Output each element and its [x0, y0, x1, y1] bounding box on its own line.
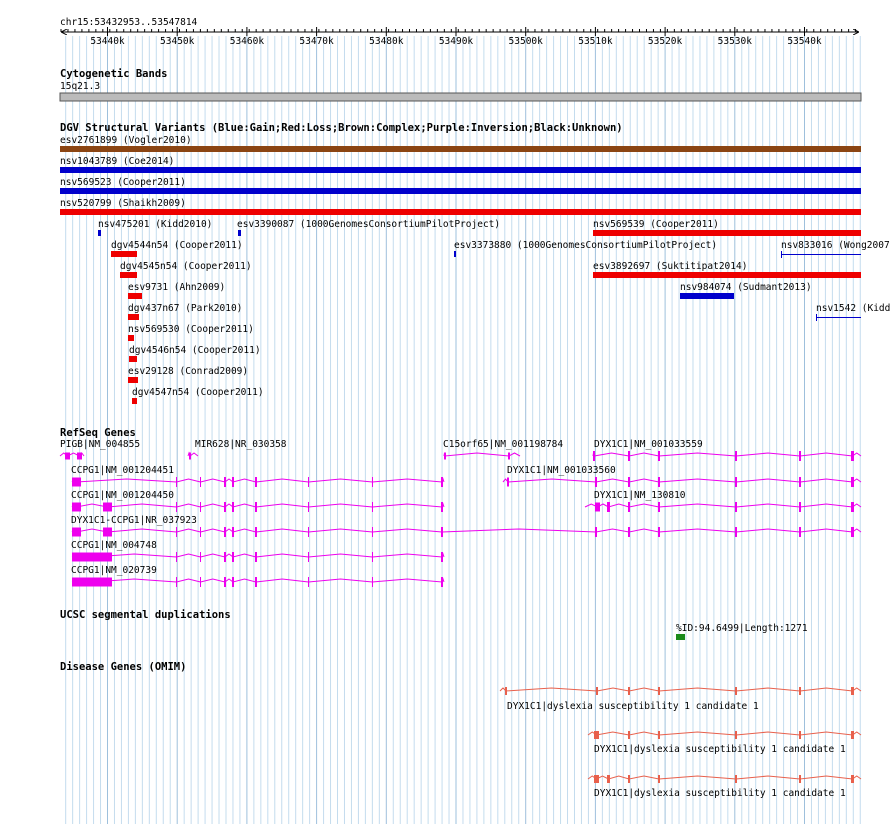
gene-exon — [628, 451, 630, 461]
dgv-feature-label: esv9731 (Ahn2009) — [128, 282, 226, 293]
gene-exon — [103, 503, 112, 512]
gene-exon — [799, 451, 801, 461]
dgv-feature-bar[interactable] — [781, 254, 861, 255]
gene-intron — [72, 579, 444, 582]
refseq-gene[interactable] — [585, 490, 861, 512]
gene-exon — [658, 502, 660, 512]
gene-exon — [200, 577, 201, 587]
dgv-feature-bar[interactable] — [593, 272, 861, 278]
gene-exon — [65, 453, 70, 460]
dgv-feature-bar[interactable] — [128, 335, 134, 341]
dgv-feature-bar[interactable] — [454, 251, 456, 257]
dgv-feature-label: esv3390087 (1000GenomesConsortiumPilotProject) — [237, 219, 501, 230]
gene-exon — [658, 687, 660, 695]
gene-exon — [799, 527, 801, 537]
dgv-feature[interactable] — [593, 219, 861, 236]
gene-exon — [372, 527, 373, 537]
gene-exon — [851, 477, 854, 487]
refseq-gene[interactable] — [71, 490, 444, 512]
gene-exon — [72, 503, 81, 512]
omim-feature-label: DYX1C1|dyslexia susceptibility 1 candidate 1 — [507, 701, 759, 712]
gene-exon — [224, 527, 226, 537]
gene-exon — [72, 578, 112, 587]
gene-exon — [232, 527, 234, 537]
segdup-label: %ID:94.6499|Length:1271 — [676, 623, 808, 634]
gene-exon — [851, 451, 854, 461]
dgv-feature[interactable] — [129, 345, 261, 362]
gene-exon — [176, 552, 177, 562]
refseq-gene-label: C15orf65|NM_001198784 — [443, 439, 564, 450]
refseq-gene[interactable] — [188, 439, 287, 460]
gene-exon — [607, 502, 610, 512]
gene-exon — [799, 775, 801, 783]
gene-exon — [224, 477, 226, 487]
refseq-gene-label: PIGB|NM_004855 — [60, 439, 141, 450]
omim-title: Disease Genes (OMIM) — [60, 661, 187, 673]
cytoband-bar[interactable] — [60, 93, 861, 101]
refseq-gene[interactable] — [593, 439, 861, 461]
gene-intron — [72, 504, 444, 507]
gene-exon — [308, 577, 309, 587]
dgv-feature-bar[interactable] — [816, 317, 861, 318]
gene-exon — [595, 527, 597, 537]
gene-exon — [224, 552, 226, 562]
dgv-feature-label: nsv984074 (Sudmant2013) — [680, 282, 812, 293]
gene-intron — [72, 529, 861, 532]
gene-exon — [372, 552, 373, 562]
gene-exon — [255, 477, 257, 487]
gene-exon — [441, 502, 443, 512]
gene-intron — [72, 554, 444, 557]
gene-intron — [72, 479, 444, 482]
dgv-feature-label: nsv833016 (Wong2007 — [781, 240, 890, 251]
dgv-feature-label: nsv569530 (Cooper2011) — [128, 324, 254, 335]
gene-exon — [594, 775, 599, 783]
dgv-feature-label: esv2761899 (Vogler2010) — [60, 135, 192, 146]
gene-exon — [232, 477, 234, 487]
gene-exon — [851, 687, 854, 695]
tick-label: 53520k — [647, 36, 683, 47]
segdup-feature[interactable] — [676, 634, 685, 640]
dgv-feature-label: dgv4545n54 (Cooper2011) — [120, 261, 252, 272]
gene-exon — [372, 477, 373, 487]
gene-exon — [103, 528, 112, 537]
gene-exon — [508, 453, 510, 460]
dgv-feature-label: dgv4544n54 (Cooper2011) — [111, 240, 243, 251]
tick-label: 53440k — [90, 36, 125, 47]
dgv-feature-label: nsv1043789 (Coe2014) — [60, 156, 175, 167]
gene-exon — [176, 477, 177, 487]
gene-exon — [658, 527, 660, 537]
refseq-gene-label: DYX1C1|NM_001033560 — [507, 465, 616, 476]
gene-exon — [200, 527, 201, 537]
gene-exon — [176, 527, 177, 537]
dgv-feature[interactable] — [60, 135, 861, 152]
gene-exon — [799, 502, 801, 512]
gene-exon — [232, 577, 234, 587]
gene-exon — [72, 528, 81, 537]
dgv-feature-bar[interactable] — [593, 230, 861, 236]
refseq-gene-label: CCPG1|NM_001204451 — [71, 465, 174, 476]
dgv-feature-bar[interactable] — [60, 209, 861, 215]
gene-exon — [372, 577, 373, 587]
gene-exon — [507, 478, 509, 487]
gene-exon — [735, 687, 737, 695]
refseq-track — [60, 427, 861, 587]
gene-exon — [658, 775, 660, 783]
dgv-feature[interactable] — [454, 240, 717, 257]
dgv-feature-bar[interactable] — [128, 293, 142, 299]
cytoband-label: 15q21.3 — [60, 81, 101, 92]
dgv-feature[interactable] — [237, 219, 500, 236]
dgv-feature-end — [816, 314, 817, 321]
tick-label: 53490k — [438, 36, 474, 47]
dgv-feature[interactable] — [60, 177, 861, 194]
dgv-feature-label: nsv569523 (Cooper2011) — [60, 177, 186, 188]
gene-exon — [72, 478, 81, 487]
dgv-feature[interactable] — [128, 303, 242, 320]
gene-exon — [77, 453, 82, 460]
dgv-feature-bar[interactable] — [98, 230, 101, 236]
tick-label: 53450k — [160, 36, 195, 47]
gene-exon — [232, 552, 234, 562]
gene-exon — [851, 775, 854, 783]
tick-label: 53530k — [717, 36, 752, 47]
dgv-feature[interactable] — [593, 261, 861, 278]
refseq-genes — [60, 439, 861, 587]
refseq-gene-label: MIR628|NR_030358 — [195, 439, 287, 450]
ruler-track — [60, 17, 859, 47]
gene-exon — [505, 687, 507, 695]
dgv-feature-label: nsv1542 (Kidd — [816, 303, 890, 314]
gene-exon — [176, 577, 177, 587]
segdup-track — [60, 609, 808, 640]
dgv-feature-label: nsv475201 (Kidd2010) — [98, 219, 213, 230]
tick-label: 53480k — [369, 36, 404, 47]
gene-exon — [851, 731, 854, 739]
refseq-gene[interactable] — [503, 465, 861, 487]
gene-exon — [735, 731, 737, 739]
segdup-title: UCSC segmental duplications — [60, 609, 231, 621]
gene-exon — [255, 552, 257, 562]
gene-exon — [851, 527, 854, 537]
omim-feature[interactable] — [588, 775, 861, 799]
omim-feature-label: DYX1C1|dyslexia susceptibility 1 candidate 1 — [594, 788, 846, 799]
gene-exon — [308, 527, 309, 537]
dgv-feature-bar[interactable] — [60, 188, 861, 194]
dgv-feature[interactable] — [120, 261, 252, 278]
tick-label: 53470k — [299, 36, 334, 47]
gene-exon — [628, 527, 630, 537]
refseq-gene[interactable] — [71, 540, 444, 562]
gene-exon — [735, 477, 737, 487]
refseq-gene-label: CCPG1|NM_004748 — [71, 540, 157, 551]
gene-exon — [593, 451, 595, 461]
gene-exon — [441, 552, 443, 562]
gene-exon — [255, 527, 257, 537]
dgv-feature-bar[interactable] — [680, 293, 734, 299]
gene-exon — [735, 451, 737, 461]
refseq-gene-label: DYX1C1|NM_001033559 — [594, 439, 703, 450]
gene-exon — [224, 502, 226, 512]
dgv-feature-label: dgv437n67 (Park2010) — [128, 303, 243, 314]
gene-exon — [596, 687, 598, 695]
gene-exon — [441, 527, 443, 537]
gene-exon — [628, 731, 630, 739]
dgv-feature[interactable] — [60, 198, 861, 215]
gene-exon — [799, 477, 801, 487]
refseq-title: RefSeq Genes — [60, 427, 136, 439]
gene-exon — [628, 687, 630, 695]
dgv-feature-bar[interactable] — [128, 314, 139, 320]
gene-exon — [658, 731, 660, 739]
cytoband-title: Cytogenetic Bands — [60, 68, 168, 80]
gene-exon — [232, 502, 234, 512]
gene-exon — [372, 502, 373, 512]
refseq-gene-label: DYX1C1-CCPG1|NR_037923 — [71, 515, 197, 526]
gene-intron — [585, 504, 861, 507]
gene-exon — [658, 477, 660, 487]
dgv-feature-bar[interactable] — [129, 356, 137, 362]
gene-exon — [851, 502, 854, 512]
gene-exon — [200, 502, 201, 512]
omim-features — [500, 687, 861, 799]
gene-exon — [308, 552, 309, 562]
gene-exon — [441, 477, 443, 487]
refseq-gene-label: CCPG1|NM_020739 — [71, 565, 157, 576]
dgv-feature-bar[interactable] — [132, 398, 137, 404]
gene-intron — [503, 479, 861, 482]
gene-exon — [441, 577, 443, 587]
gene-exon — [308, 502, 309, 512]
gene-exon — [255, 577, 257, 587]
gene-exon — [607, 775, 610, 783]
gene-exon — [735, 527, 737, 537]
dgv-feature-bar[interactable] — [60, 167, 861, 173]
dgv-feature-bar[interactable] — [60, 146, 861, 152]
gene-exon — [735, 775, 737, 783]
omim-feature-label: DYX1C1|dyslexia susceptibility 1 candidate 1 — [594, 744, 846, 755]
gene-exon — [628, 502, 630, 512]
tick-label: 53500k — [508, 36, 543, 47]
gene-exon — [176, 502, 177, 512]
dgv-feature-bar[interactable] — [111, 251, 137, 257]
dgv-title: DGV Structural Variants (Blue:Gain;Red:Loss;Brown:Complex;Purple:Inversion;Black:Unknown) — [60, 122, 623, 134]
gene-exon — [628, 477, 630, 487]
dgv-feature[interactable] — [128, 366, 248, 383]
dgv-feature-label: esv3373880 (1000GenomesConsortiumPilotProject) — [454, 240, 718, 251]
gene-exon — [224, 577, 226, 587]
dgv-feature[interactable] — [680, 282, 812, 299]
dgv-feature-bar[interactable] — [238, 230, 241, 236]
gene-exon — [735, 502, 737, 512]
dgv-feature[interactable] — [60, 156, 861, 173]
dgv-feature-label: esv3892697 (Suktitipat2014) — [593, 261, 748, 272]
gene-exon — [594, 731, 599, 739]
gene-exon — [595, 503, 600, 512]
gene-exon — [628, 775, 630, 783]
refseq-gene[interactable] — [443, 439, 563, 460]
refseq-gene[interactable] — [71, 515, 861, 537]
refseq-gene-label: DYX1C1|NM_130810 — [594, 490, 686, 501]
gene-exon — [658, 451, 660, 461]
gene-exon — [595, 477, 597, 487]
ruler-ticks — [61, 27, 856, 47]
tick-label: 53540k — [787, 36, 822, 47]
dgv-feature-label: dgv4547n54 (Cooper2011) — [132, 387, 264, 398]
dgv-feature-label: esv29128 (Conrad2009) — [128, 366, 249, 377]
gene-exon — [308, 477, 309, 487]
ruler-location: chr15:53432953..53547814 — [60, 17, 198, 28]
dgv-feature-label: nsv520799 (Shaikh2009) — [60, 198, 186, 209]
tick-label: 53460k — [229, 36, 265, 47]
cytoband-track — [60, 68, 861, 101]
gene-exon — [189, 453, 191, 460]
gene-exon — [200, 552, 201, 562]
refseq-gene-label: CCPG1|NM_001204450 — [71, 490, 174, 501]
gene-intron — [500, 688, 861, 691]
dgv-feature-bar[interactable] — [128, 377, 138, 383]
gene-exon — [255, 502, 257, 512]
gene-exon — [799, 731, 801, 739]
refseq-gene[interactable] — [71, 465, 444, 487]
omim-track — [60, 661, 861, 799]
omim-feature[interactable] — [500, 687, 861, 712]
omim-feature[interactable] — [588, 731, 861, 755]
dgv-feature-label: dgv4546n54 (Cooper2011) — [129, 345, 261, 356]
gene-intron — [593, 453, 861, 456]
dgv-feature-label: nsv569539 (Cooper2011) — [593, 219, 719, 230]
dgv-feature-bar[interactable] — [120, 272, 137, 278]
gene-exon — [200, 477, 201, 487]
refseq-gene[interactable] — [71, 565, 444, 587]
gene-exon — [799, 687, 801, 695]
gene-exon — [444, 453, 446, 460]
dgv-feature-end — [781, 251, 782, 258]
dgv-feature[interactable] — [98, 219, 212, 236]
gene-exon — [72, 553, 112, 562]
tick-label: 53510k — [578, 36, 613, 47]
